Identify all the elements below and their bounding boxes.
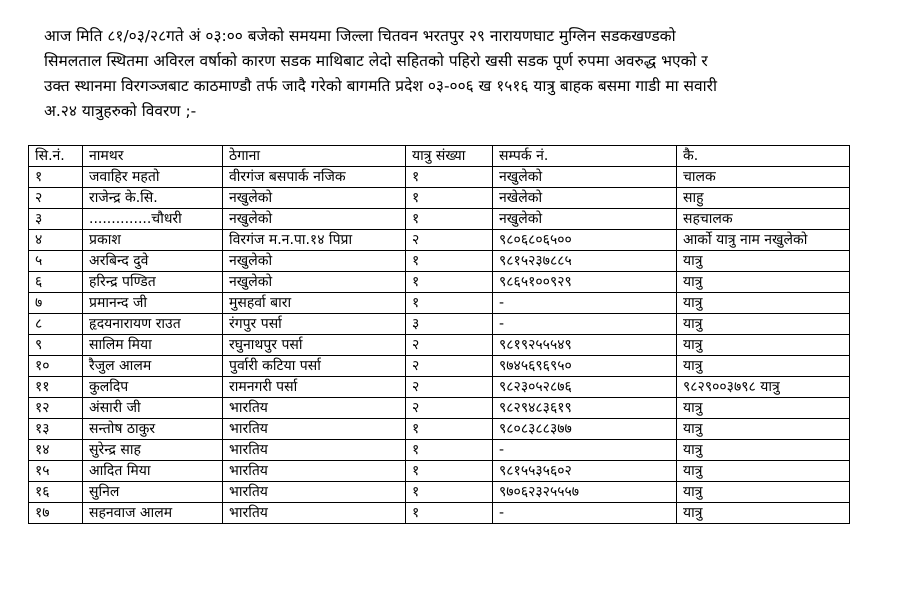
cell-passenger-count: १ — [406, 461, 493, 482]
cell-address: नखुलेको — [223, 272, 406, 293]
header-name: नामथर — [83, 146, 223, 167]
cell-contact: ९८१५५३५६०२ — [493, 461, 677, 482]
cell-serial: १२ — [29, 398, 83, 419]
cell-name: हरिन्द्र पण्डित — [83, 272, 223, 293]
cell-contact: ९८०६८०६५०० — [493, 230, 677, 251]
cell-address: भारतिय — [223, 440, 406, 461]
cell-serial: ११ — [29, 377, 83, 398]
cell-passenger-count: १ — [406, 188, 493, 209]
table-row — [29, 188, 850, 209]
cell-name: सन्तोष ठाकुर — [83, 419, 223, 440]
cell-address: नखुलेको — [223, 188, 406, 209]
header-serial: सि.नं. — [29, 146, 83, 167]
cell-contact: नखुलेको — [493, 167, 677, 188]
cell-passenger-count: २ — [406, 356, 493, 377]
cell-contact: नखेलेको — [493, 188, 677, 209]
cell-name: ..............चौधरी — [83, 209, 223, 230]
cell-name: राजेन्द्र के.सि. — [83, 188, 223, 209]
header-contact: सम्पर्क नं. — [493, 146, 677, 167]
cell-address: रघुनाथपुर पर्सा — [223, 335, 406, 356]
cell-contact: - — [493, 440, 677, 461]
cell-serial: १६ — [29, 482, 83, 503]
cell-name: अरबिन्द दुवे — [83, 251, 223, 272]
cell-contact: ९८०८३८८३७७ — [493, 419, 677, 440]
cell-serial: ३ — [29, 209, 83, 230]
cell-serial: ७ — [29, 293, 83, 314]
cell-serial: ४ — [29, 230, 83, 251]
table-row — [29, 503, 850, 524]
description-line-3: उक्त स्थानमा विरगञ्जबाट काठमाण्डौ तर्फ जादै गरेको बागमति प्रदेश ०३-००६ ख १५१६ यात्रु बाहक बसमा गाडी मा सवारी — [44, 77, 718, 95]
cell-passenger-count: १ — [406, 440, 493, 461]
cell-address: पुर्वारी कटिया पर्सा — [223, 356, 406, 377]
cell-contact: - — [493, 293, 677, 314]
cell-name: सालिम मिया — [83, 335, 223, 356]
cell-remarks: यात्रु — [677, 461, 850, 482]
table-row — [29, 251, 850, 272]
cell-address: नखुलेको — [223, 209, 406, 230]
cell-address: भारतिय — [223, 461, 406, 482]
cell-name: सुरेन्द्र साह — [83, 440, 223, 461]
cell-name: आदित मिया — [83, 461, 223, 482]
cell-contact: ९८२३०५२८७६ — [493, 377, 677, 398]
table-row — [29, 482, 850, 503]
cell-serial: ५ — [29, 251, 83, 272]
cell-name: कुलदिप — [83, 377, 223, 398]
cell-remarks: साहु — [677, 188, 850, 209]
cell-remarks: यात्रु — [677, 440, 850, 461]
table-row — [29, 398, 850, 419]
cell-contact: ९७०६२३२५५५७ — [493, 482, 677, 503]
cell-name: प्रकाश — [83, 230, 223, 251]
cell-address: रंगपुर पर्सा — [223, 314, 406, 335]
cell-remarks: यात्रु — [677, 419, 850, 440]
table-row — [29, 230, 850, 251]
cell-passenger-count: १ — [406, 167, 493, 188]
table-row — [29, 335, 850, 356]
cell-address: भारतिय — [223, 398, 406, 419]
cell-remarks: यात्रु — [677, 293, 850, 314]
description-line-2: सिमलताल स्थितमा अविरल वर्षाको कारण सडक माथिबाट लेदो सहितको पहिरो खसी सडक पूर्ण रुपमा अवरुद्ध भएको र — [44, 52, 708, 70]
cell-passenger-count: १ — [406, 293, 493, 314]
cell-remarks: यात्रु — [677, 335, 850, 356]
cell-remarks: चालक — [677, 167, 850, 188]
cell-name: सुनिल — [83, 482, 223, 503]
cell-address: भारतिय — [223, 482, 406, 503]
cell-serial: १७ — [29, 503, 83, 524]
cell-contact: ९८६५१००९२९ — [493, 272, 677, 293]
cell-passenger-count: १ — [406, 482, 493, 503]
cell-address: भारतिय — [223, 419, 406, 440]
table-row — [29, 461, 850, 482]
cell-name: हृदयनारायण राउत — [83, 314, 223, 335]
cell-passenger-count: २ — [406, 230, 493, 251]
description-line-4: अ.२४ यात्रुहरुको विवरण ;- — [44, 102, 197, 120]
cell-contact: ९८२९४८३६१९ — [493, 398, 677, 419]
table-row — [29, 272, 850, 293]
cell-serial: १० — [29, 356, 83, 377]
cell-remarks: आर्को यात्रु नाम नखुलेको — [677, 230, 850, 251]
cell-passenger-count: २ — [406, 377, 493, 398]
cell-address: भारतिय — [223, 503, 406, 524]
table-body — [29, 167, 850, 524]
table-row — [29, 419, 850, 440]
cell-passenger-count: ३ — [406, 314, 493, 335]
cell-remarks: यात्रु — [677, 251, 850, 272]
cell-serial: १४ — [29, 440, 83, 461]
cell-contact: ९७४५६९६९५० — [493, 356, 677, 377]
cell-address: विरगंज म.न.पा.१४ पिप्रा — [223, 230, 406, 251]
cell-remarks: यात्रु — [677, 272, 850, 293]
cell-contact: ९८१५२३७८८५ — [493, 251, 677, 272]
description-line-1: आज मिति ८१/०३/२८गते अं ०३:०० बजेको समयमा जिल्ला चितवन भरतपुर २९ नारायणघाट मुग्लिन सडकखण्डको — [44, 27, 676, 45]
cell-passenger-count: १ — [406, 503, 493, 524]
cell-passenger-count: १ — [406, 272, 493, 293]
cell-serial: १३ — [29, 419, 83, 440]
table-header-row — [29, 146, 850, 167]
cell-address: रामनगरी पर्सा — [223, 377, 406, 398]
cell-name: सहनवाज आलम — [83, 503, 223, 524]
table-row — [29, 209, 850, 230]
cell-serial: १ — [29, 167, 83, 188]
table-row — [29, 314, 850, 335]
cell-address: मुसहर्वा बारा — [223, 293, 406, 314]
table-row — [29, 293, 850, 314]
cell-name: अंसारी जी — [83, 398, 223, 419]
cell-passenger-count: १ — [406, 251, 493, 272]
cell-passenger-count: २ — [406, 398, 493, 419]
cell-serial: ८ — [29, 314, 83, 335]
cell-contact: नखुलेको — [493, 209, 677, 230]
cell-remarks: यात्रु — [677, 503, 850, 524]
cell-remarks: सहचालक — [677, 209, 850, 230]
cell-contact: - — [493, 314, 677, 335]
cell-name: जवाहिर महतो — [83, 167, 223, 188]
cell-address: नखुलेको — [223, 251, 406, 272]
cell-serial: ९ — [29, 335, 83, 356]
cell-name: रैजुल आलम — [83, 356, 223, 377]
cell-serial: २ — [29, 188, 83, 209]
cell-remarks: यात्रु — [677, 356, 850, 377]
cell-remarks: ९८२९००३७९८ यात्रु — [677, 377, 850, 398]
cell-contact: ९८१९२५५५४९ — [493, 335, 677, 356]
incident-description — [44, 24, 844, 124]
cell-passenger-count: १ — [406, 209, 493, 230]
table-row — [29, 356, 850, 377]
cell-contact: - — [493, 503, 677, 524]
passenger-table — [28, 145, 850, 524]
table-row — [29, 167, 850, 188]
cell-name: प्रमानन्द जी — [83, 293, 223, 314]
cell-passenger-count: १ — [406, 419, 493, 440]
cell-remarks: यात्रु — [677, 482, 850, 503]
cell-remarks: यात्रु — [677, 398, 850, 419]
cell-passenger-count: २ — [406, 335, 493, 356]
cell-serial: ६ — [29, 272, 83, 293]
header-address: ठेगाना — [223, 146, 406, 167]
table-row — [29, 440, 850, 461]
header-passenger-count: यात्रु संख्या — [406, 146, 493, 167]
header-remarks: कै. — [677, 146, 850, 167]
cell-address: वीरगंज बसपार्क नजिक — [223, 167, 406, 188]
cell-serial: १५ — [29, 461, 83, 482]
table-row — [29, 377, 850, 398]
cell-remarks: यात्रु — [677, 314, 850, 335]
